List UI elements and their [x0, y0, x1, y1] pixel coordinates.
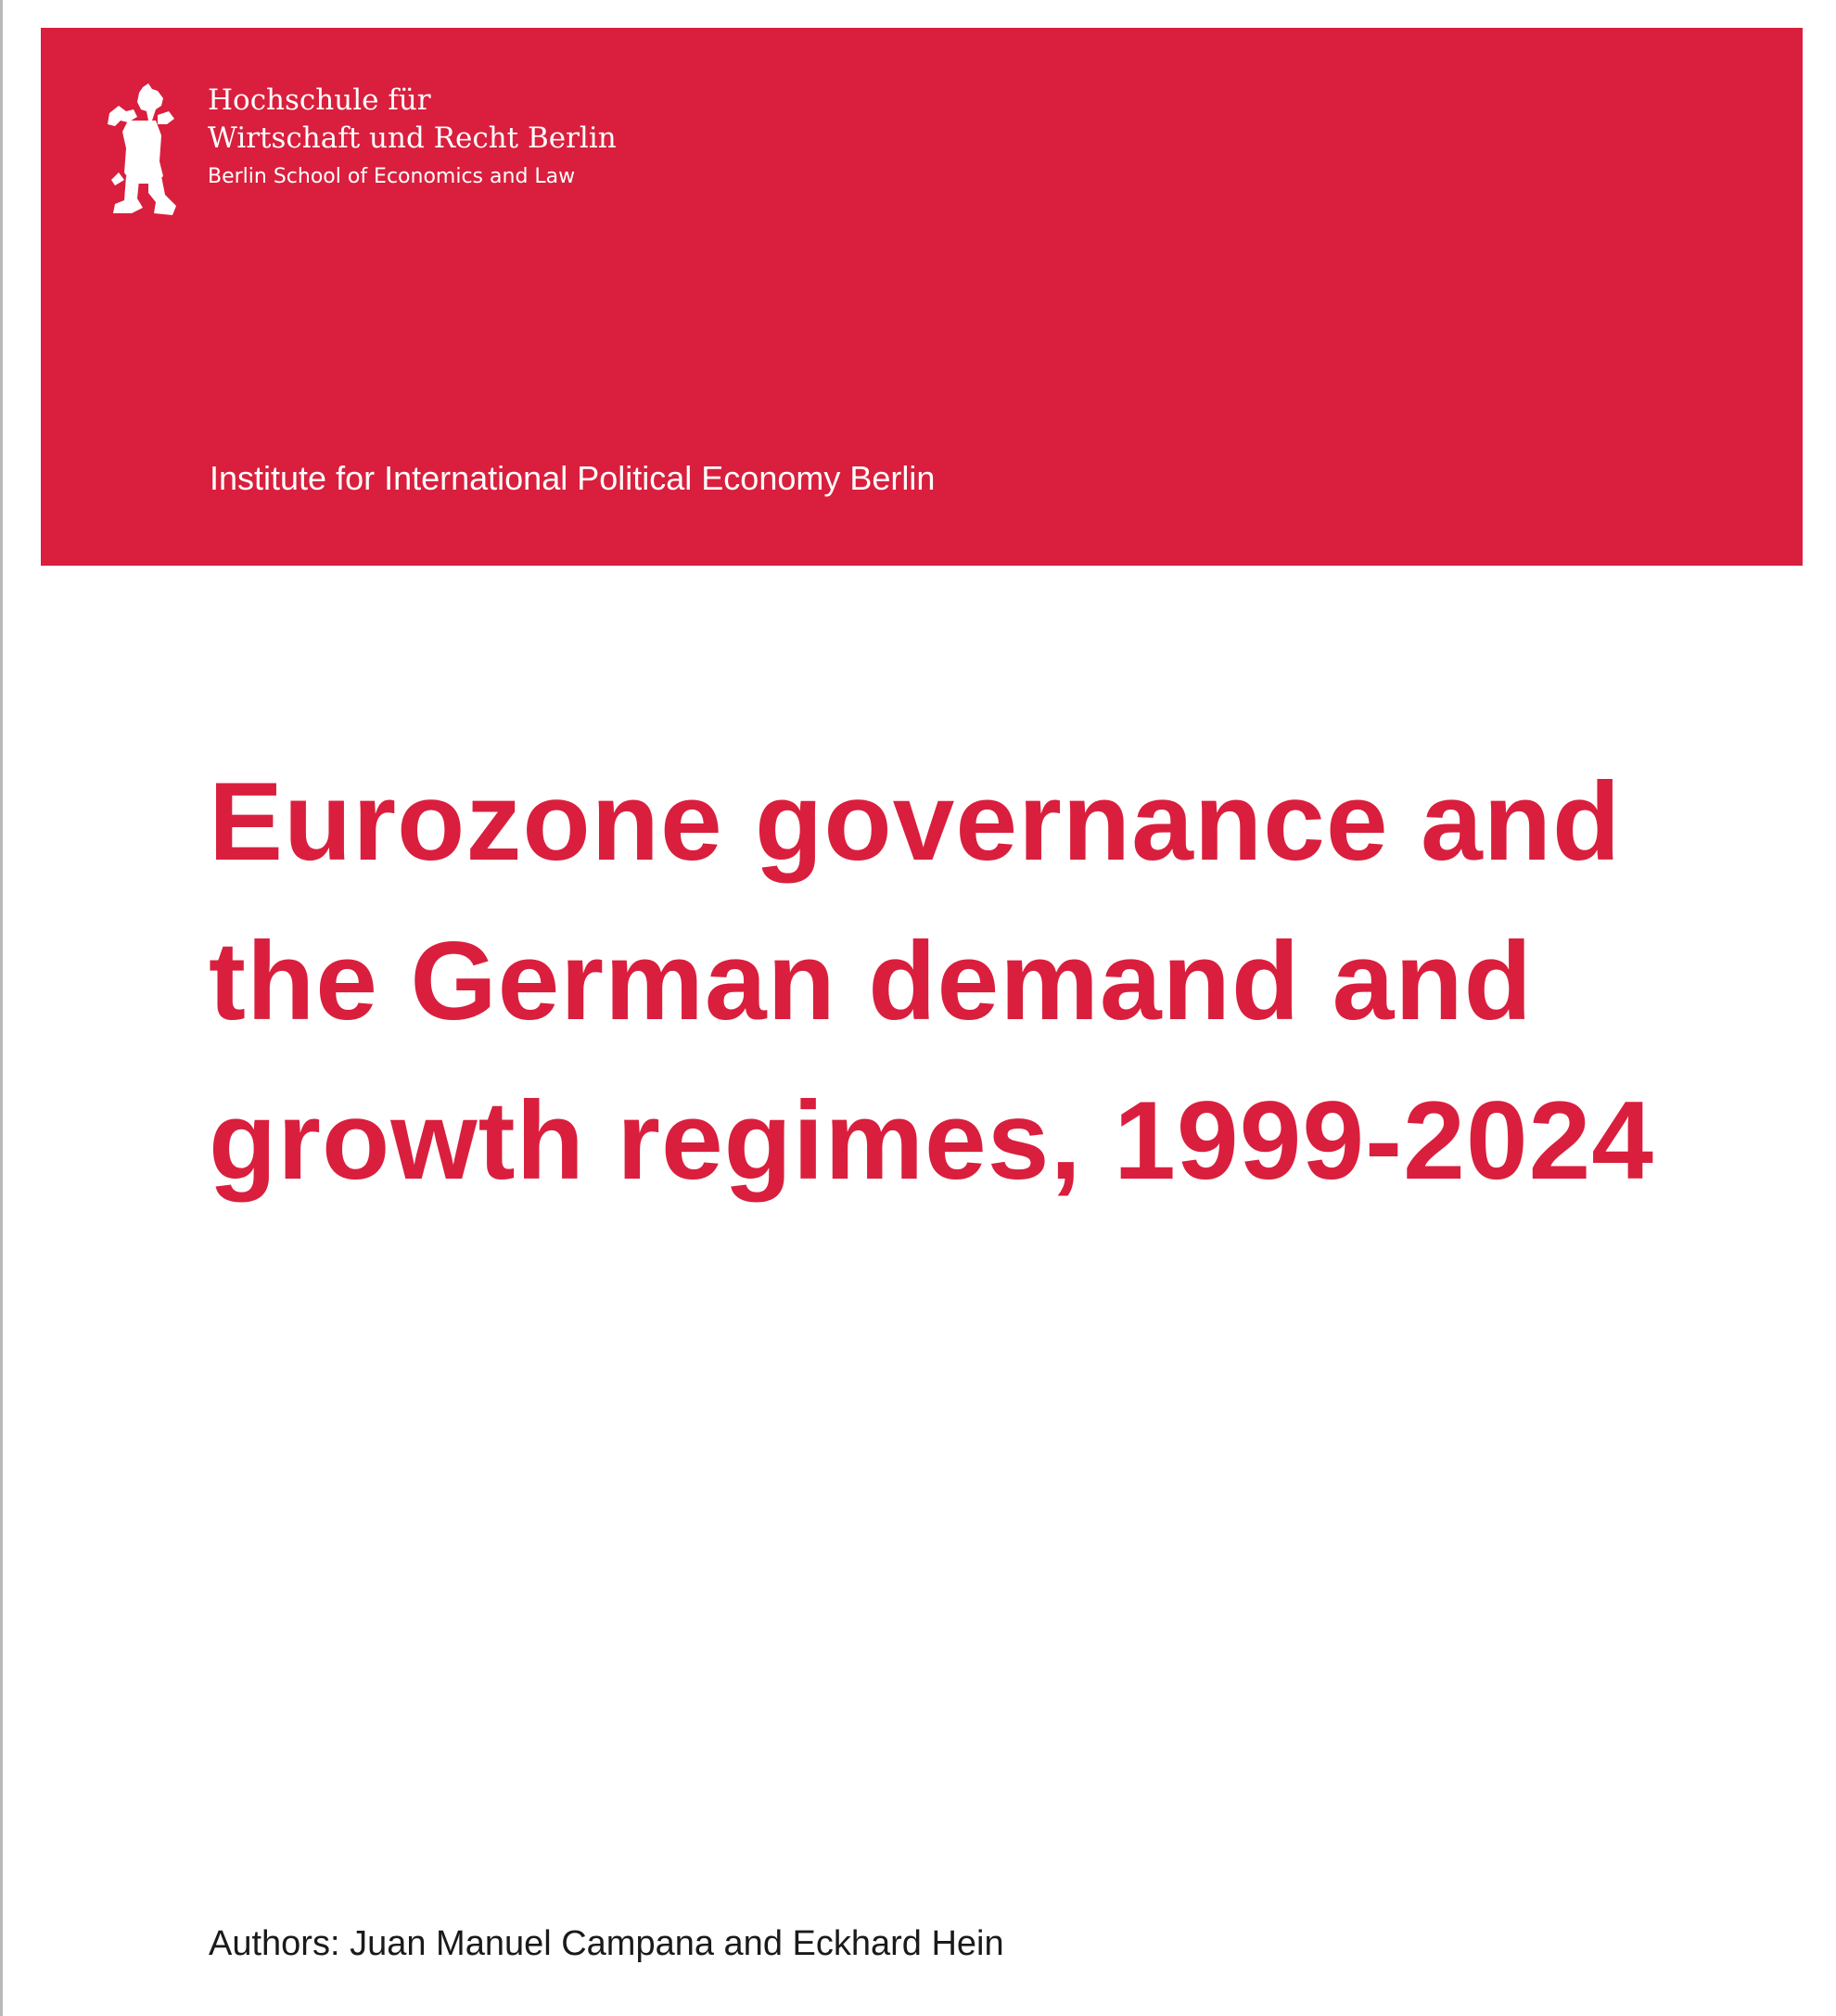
title-line-1: Eurozone governance and: [209, 759, 1622, 884]
university-logo-text: [208, 82, 617, 193]
document-title: [209, 742, 1785, 1220]
logo-line-1: Hochschule für: [208, 83, 431, 117]
berlin-bear-icon: [106, 83, 180, 217]
page-edge-rule: [0, 0, 3, 2016]
title-line-3: growth regimes, 1999-2024: [209, 1078, 1655, 1203]
institute-name: Institute for International Political Economy Berlin: [210, 459, 936, 497]
logo-line-3: Berlin School of Economics and Law: [208, 165, 576, 188]
header-band: [41, 28, 1803, 566]
authors-line: Authors: Juan Manuel Campana and Eckhard Hein: [209, 1924, 1004, 1963]
logo-line-2: Wirtschaft und Recht Berlin: [208, 121, 617, 155]
title-line-2: the German demand and: [209, 919, 1533, 1043]
